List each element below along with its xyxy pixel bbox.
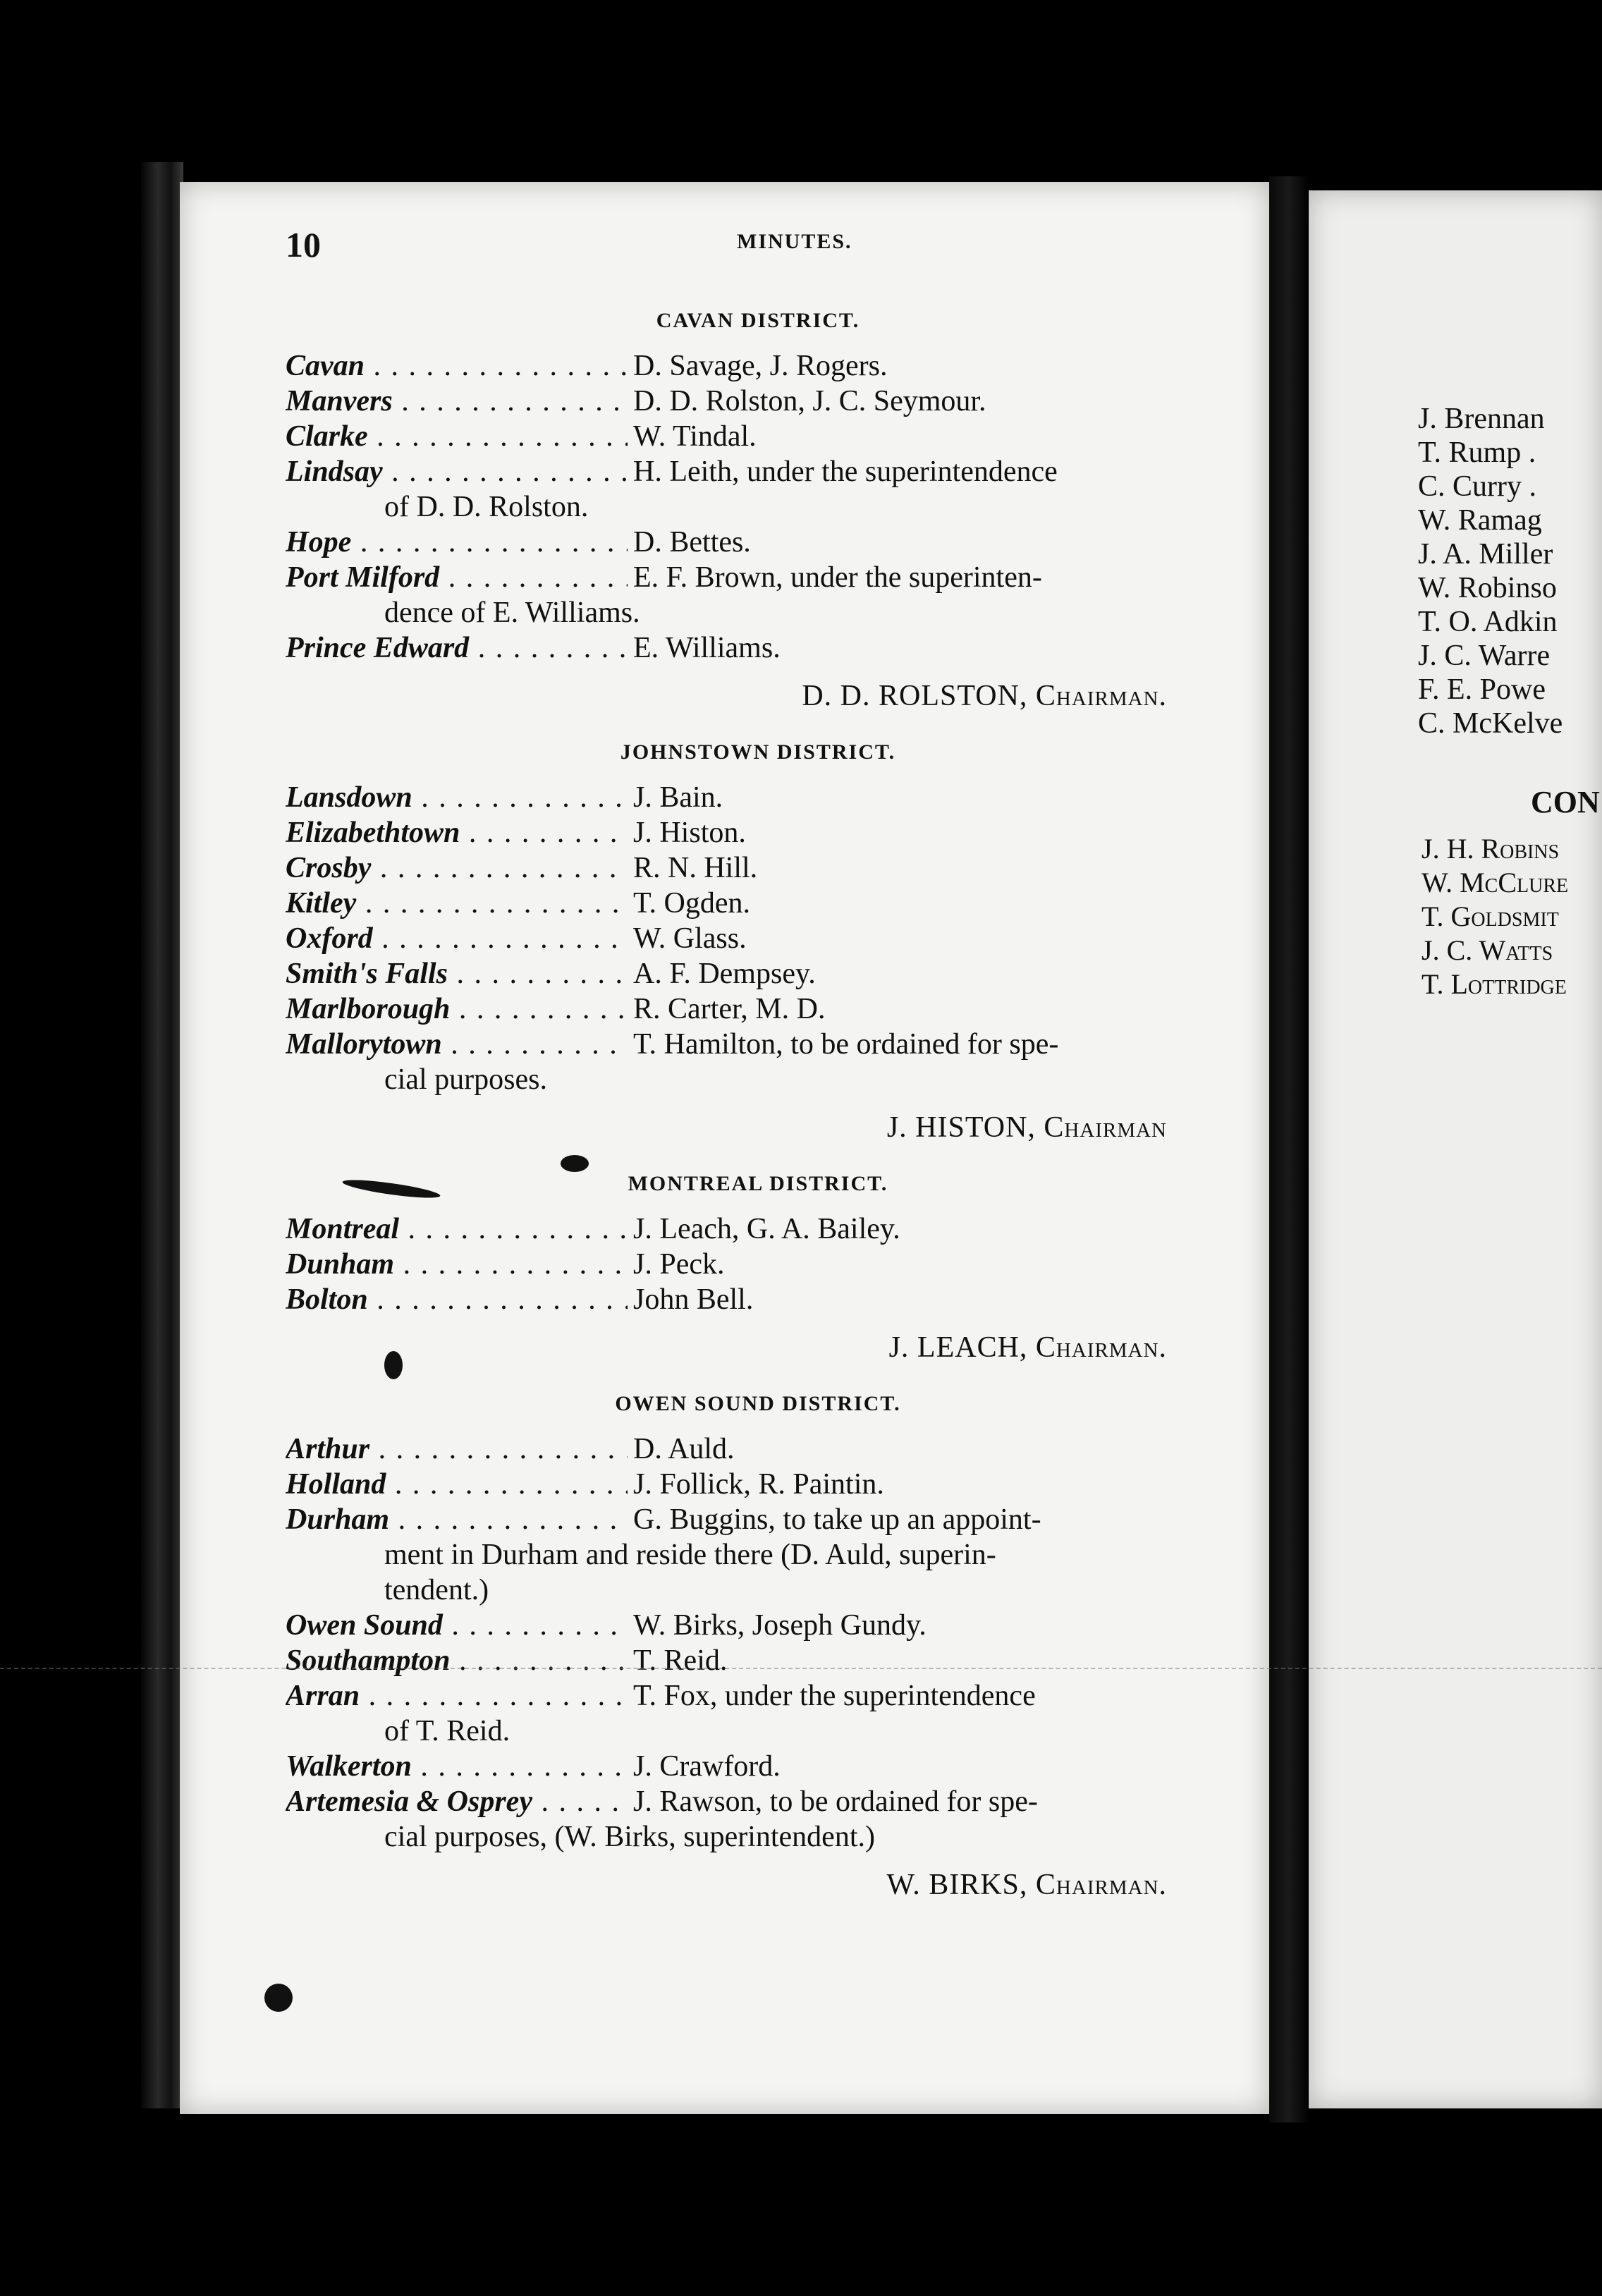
preacher-continuation: ment in Durham and reside there (D. Auld, superin- bbox=[384, 1539, 996, 1571]
list-item: J. C. Watts bbox=[1421, 934, 1553, 966]
district-section bbox=[286, 309, 1202, 714]
preacher-names: T. Ogden. bbox=[633, 887, 751, 920]
station-name: Elizabethtown . . . bbox=[286, 815, 628, 850]
preacher-names: H. Leith, under the superintendence bbox=[633, 456, 1058, 488]
district-section bbox=[286, 1392, 1202, 1903]
list-item: T. O. Adkin bbox=[1418, 606, 1558, 638]
district-chairman bbox=[286, 1330, 1202, 1365]
preacher-continuation: cial purposes, (W. Birks, superintendent.) bbox=[384, 1821, 875, 1853]
preacher-names: T. Reid. bbox=[633, 1644, 728, 1677]
chairman-title: Chairman bbox=[1044, 1111, 1167, 1144]
district-chairman bbox=[286, 678, 1202, 714]
chairman-title: Chairman. bbox=[1035, 1331, 1167, 1364]
station-name: Manvers . . . bbox=[286, 384, 628, 419]
list-item: J. A. Miller bbox=[1418, 538, 1553, 570]
ink-blot bbox=[264, 1984, 293, 2012]
preacher-names: T. Hamilton, to be ordained for spe- bbox=[633, 1028, 1059, 1061]
preacher-names: J. Follick, R. Paintin. bbox=[633, 1468, 884, 1501]
list-item: J. C. Warre bbox=[1418, 640, 1551, 672]
station-row bbox=[286, 1282, 1202, 1317]
station-name: Marlborough . . . bbox=[286, 991, 628, 1027]
station-row bbox=[286, 1027, 1202, 1062]
list-item: F. E. Powe bbox=[1418, 673, 1546, 706]
station-row bbox=[286, 1784, 1202, 1819]
station-name: Owen Sound . . . bbox=[286, 1608, 628, 1643]
station-name: Arthur . . . bbox=[286, 1431, 628, 1467]
district-listing bbox=[286, 309, 1202, 1903]
station-row bbox=[286, 384, 1202, 419]
page-header bbox=[286, 224, 1132, 281]
station-row bbox=[286, 1502, 1202, 1537]
preacher-names: E. F. Brown, under the superinten- bbox=[633, 561, 1042, 594]
page-number: 10 bbox=[286, 225, 321, 264]
preacher-names: R. Carter, M. D. bbox=[633, 993, 826, 1025]
chairman-name: J. HISTON, bbox=[886, 1111, 1036, 1144]
chairman-name: J. LEACH, bbox=[888, 1331, 1028, 1364]
district-chairman bbox=[286, 1110, 1202, 1145]
station-row bbox=[286, 1678, 1202, 1714]
station-row bbox=[286, 348, 1202, 384]
scan-fold-line bbox=[0, 1668, 1602, 1669]
chairman-name: D. D. ROLSTON, bbox=[802, 680, 1028, 712]
preacher-continuation: of T. Reid. bbox=[384, 1715, 510, 1747]
preacher-names: J. Histon. bbox=[633, 817, 746, 849]
district-section bbox=[286, 740, 1202, 1145]
running-head: MINUTES. bbox=[737, 230, 852, 253]
right-page-heading: CON bbox=[1531, 785, 1600, 819]
preacher-names: J. Leach, G. A. Bailey. bbox=[633, 1213, 900, 1245]
preacher-names: D. Auld. bbox=[633, 1433, 735, 1465]
list-item: T. Goldsmit bbox=[1421, 900, 1559, 932]
preacher-continuation: of D. D. Rolston. bbox=[384, 491, 589, 523]
right-page bbox=[1309, 190, 1602, 2108]
station-row bbox=[286, 525, 1202, 560]
station-row bbox=[286, 560, 1202, 595]
station-row bbox=[286, 815, 1202, 850]
station-row bbox=[286, 1608, 1202, 1643]
station-name: Montreal . . . bbox=[286, 1211, 628, 1247]
preacher-names: E. Williams. bbox=[633, 632, 781, 664]
station-name: Clarke . . . bbox=[286, 419, 628, 454]
preacher-names: G. Buggins, to take up an appoint- bbox=[633, 1503, 1041, 1536]
station-name: Bolton . . . bbox=[286, 1282, 628, 1317]
list-item: T. Lottridge bbox=[1421, 968, 1567, 1000]
station-row bbox=[286, 956, 1202, 991]
station-name: Crosby . . . bbox=[286, 850, 628, 886]
preacher-continuation: cial purposes. bbox=[384, 1063, 547, 1096]
list-item: C. McKelve bbox=[1418, 707, 1563, 740]
station-name: Port Milford . . . bbox=[286, 560, 628, 595]
station-name: Holland . . . bbox=[286, 1467, 628, 1502]
preacher-names: D. Savage, J. Rogers. bbox=[633, 350, 888, 382]
preacher-names: W. Glass. bbox=[633, 922, 747, 955]
station-name: Kitley . . . bbox=[286, 886, 628, 921]
list-item: W. Ramag bbox=[1418, 504, 1542, 537]
list-item: J. Brennan bbox=[1418, 403, 1545, 435]
ink-blot bbox=[561, 1155, 589, 1172]
station-row bbox=[286, 780, 1202, 815]
district-section bbox=[286, 1172, 1202, 1365]
station-row bbox=[286, 991, 1202, 1027]
preacher-names: J. Crawford. bbox=[633, 1750, 781, 1783]
station-row bbox=[286, 1247, 1202, 1282]
station-row bbox=[286, 454, 1202, 489]
station-name: Walkerton . . . bbox=[286, 1749, 628, 1784]
station-row bbox=[286, 850, 1202, 886]
book-gutter bbox=[1269, 176, 1309, 2123]
station-row bbox=[286, 921, 1202, 956]
list-item: W. McClure bbox=[1421, 867, 1569, 898]
preacher-names: J. Bain. bbox=[633, 781, 723, 814]
station-name: Lindsay . . . bbox=[286, 454, 628, 489]
station-name: Durham . . . bbox=[286, 1502, 628, 1537]
preacher-names: D. D. Rolston, J. C. Seymour. bbox=[633, 385, 986, 417]
station-name: Arran . . . bbox=[286, 1678, 628, 1714]
district-heading: CAVAN DISTRICT. bbox=[656, 309, 860, 332]
ink-blot bbox=[384, 1351, 403, 1379]
book-edge bbox=[141, 162, 183, 2108]
station-name: Hope . . . bbox=[286, 525, 628, 560]
station-row bbox=[286, 886, 1202, 921]
station-name: Oxford . . . bbox=[286, 921, 628, 956]
station-row bbox=[286, 1467, 1202, 1502]
preacher-names: D. Bettes. bbox=[633, 526, 751, 558]
preacher-names: T. Fox, under the superintendence bbox=[633, 1680, 1036, 1712]
station-row bbox=[286, 419, 1202, 454]
list-item: J. H. Robins bbox=[1421, 833, 1560, 865]
station-row bbox=[286, 1749, 1202, 1784]
station-name: Southampton . . . bbox=[286, 1643, 628, 1678]
preacher-continuation: dence of E. Williams. bbox=[384, 597, 640, 629]
preacher-names: J. Peck. bbox=[633, 1248, 725, 1281]
list-item: W. Robinso bbox=[1418, 572, 1557, 604]
district-chairman bbox=[286, 1867, 1202, 1903]
station-row bbox=[286, 1643, 1202, 1678]
preacher-names: W. Birks, Joseph Gundy. bbox=[633, 1609, 927, 1642]
station-name: Artemesia & Osprey . . . bbox=[286, 1784, 628, 1819]
preacher-names: R. N. Hill. bbox=[633, 852, 758, 884]
preacher-names: J. Rawson, to be ordained for spe- bbox=[633, 1785, 1038, 1818]
chairman-title: Chairman. bbox=[1035, 1869, 1167, 1901]
list-item: T. Rump . bbox=[1418, 436, 1536, 469]
station-name: Cavan . . . bbox=[286, 348, 628, 384]
station-row bbox=[286, 1431, 1202, 1467]
chairman-title: Chairman. bbox=[1035, 680, 1167, 712]
chairman-name: W. BIRKS, bbox=[886, 1869, 1028, 1901]
station-name: Dunham . . . bbox=[286, 1247, 628, 1282]
station-name: Mallorytown . . . bbox=[286, 1027, 628, 1062]
station-row bbox=[286, 630, 1202, 666]
right-page-names-bottom bbox=[1421, 832, 1568, 1001]
station-row bbox=[286, 1211, 1202, 1247]
station-name: Smith's Falls . . . bbox=[286, 956, 628, 991]
left-page bbox=[180, 182, 1269, 2114]
preacher-names: A. F. Dempsey. bbox=[633, 958, 816, 990]
district-heading: JOHNSTOWN DISTRICT. bbox=[620, 740, 896, 764]
district-heading: MONTREAL DISTRICT. bbox=[628, 1172, 888, 1195]
list-item: C. Curry . bbox=[1418, 470, 1536, 503]
preacher-continuation: tendent.) bbox=[384, 1574, 489, 1606]
station-name: Prince Edward . . . bbox=[286, 630, 628, 666]
preacher-names: John Bell. bbox=[633, 1283, 754, 1316]
preacher-names: W. Tindal. bbox=[633, 420, 757, 453]
right-page-names-top bbox=[1418, 402, 1563, 740]
district-heading: OWEN SOUND DISTRICT. bbox=[615, 1392, 901, 1415]
station-name: Lansdown . . . bbox=[286, 780, 628, 815]
